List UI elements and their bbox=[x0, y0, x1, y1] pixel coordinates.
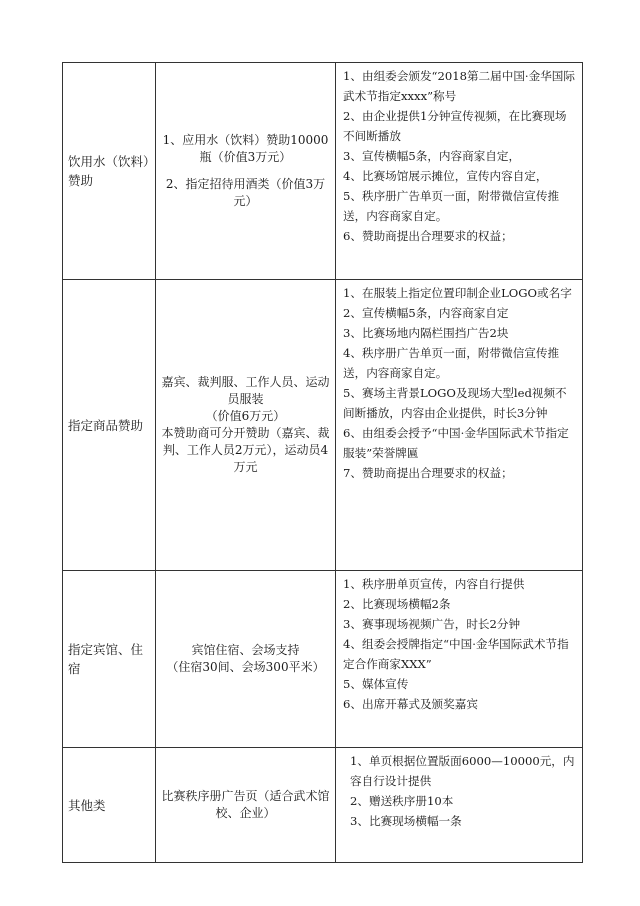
benefit-item: 2、宣传横幅5条，内容商家自定 bbox=[343, 306, 509, 320]
category-cell bbox=[63, 748, 156, 863]
benefit-item: 3、宣传横幅5条，内容商家自定， bbox=[343, 149, 521, 163]
content-line: 宾馆住宿、会场支持 bbox=[191, 643, 300, 657]
benefit-item: 4、比赛场馆展示摊位，宣传内容自定， bbox=[343, 169, 548, 183]
content-cell bbox=[156, 571, 336, 748]
content-line: 本赞助商可分开赞助（嘉宾、裁判、工作人员2万元），运动员4万元 bbox=[161, 426, 330, 474]
category-label: 其他类 bbox=[68, 797, 106, 813]
benefit-item: 3、比赛场地内隔栏围挡广告2块 bbox=[343, 326, 509, 340]
benefit-item: 2、比赛现场横幅2条 bbox=[343, 597, 451, 611]
content-cell bbox=[156, 280, 336, 571]
benefits-cell bbox=[336, 748, 583, 863]
benefit-item: 3、比赛现场横幅一条 bbox=[350, 814, 462, 828]
sponsorship-table bbox=[62, 62, 583, 863]
content-line: （价值6万元） bbox=[205, 409, 286, 423]
category-cell bbox=[63, 280, 156, 571]
benefit-item: 6、赞助商提出合理要求的权益； bbox=[343, 229, 513, 243]
benefit-item: 1、由组委会颁发“2018第二届中国·金华国际武术节指定xxxx”称号 bbox=[343, 69, 575, 103]
benefit-item: 5、赛场主背景LOGO及现场大型led视频不间断播放，内容由企业提供，时长3分钟 bbox=[343, 386, 567, 420]
content-line: 1、应用水（饮料）赞助10000瓶（价值3万元） bbox=[162, 133, 329, 164]
benefits-cell bbox=[336, 571, 583, 748]
table-row bbox=[63, 748, 583, 863]
category-label: 指定宾馆、住宿 bbox=[68, 642, 144, 676]
content-cell bbox=[156, 63, 336, 280]
benefit-item: 4、秩序册广告单页一面，附带微信宣传推送，内容商家自定。 bbox=[343, 346, 560, 380]
content-line: 嘉宾、裁判服、工作人员、运动员服装 bbox=[161, 375, 330, 406]
table-row bbox=[63, 280, 583, 571]
category-label: 饮用水（饮料）赞助 bbox=[68, 154, 150, 188]
table-row bbox=[63, 571, 583, 748]
benefit-item: 1、在服装上指定位置印制企业LOGO或名字 bbox=[343, 286, 572, 300]
category-cell bbox=[63, 571, 156, 748]
category-label: 指定商品赞助 bbox=[68, 417, 144, 433]
benefit-item: 3、赛事现场视频广告，时长2分钟 bbox=[343, 617, 521, 631]
content-line: 比赛秩序册广告页（适合武术馆校、企业） bbox=[161, 789, 330, 820]
benefit-item: 1、单页根据位置版面6000—10000元，内容自行设计提供 bbox=[350, 754, 575, 788]
benefit-item: 7、赞助商提出合理要求的权益； bbox=[343, 466, 513, 480]
benefit-item: 6、出席开幕式及颁奖嘉宾 bbox=[343, 697, 478, 711]
benefit-item: 1、秩序册单页宣传，内容自行提供 bbox=[343, 577, 525, 591]
benefit-item: 2、赠送秩序册10本 bbox=[350, 794, 454, 808]
content-cell bbox=[156, 748, 336, 863]
table-row bbox=[63, 63, 583, 280]
benefit-item: 2、由企业提供1分钟宣传视频，在比赛现场不间断播放 bbox=[343, 109, 567, 143]
benefit-item: 5、媒体宣传 bbox=[343, 677, 409, 691]
content-line: （住宿30间、会场300平米） bbox=[166, 660, 325, 674]
spacer bbox=[160, 166, 331, 176]
benefit-item: 6、由组委会授予“中国·金华国际武术节指定服装”荣誉牌匾 bbox=[343, 426, 569, 460]
content-line: 2、指定招待用酒类（价值3万元） bbox=[165, 177, 326, 208]
benefits-cell bbox=[336, 63, 583, 280]
benefit-item: 4、组委会授牌指定“中国·金华国际武术节指定合作商家XXX” bbox=[343, 637, 569, 671]
benefits-cell bbox=[336, 280, 583, 571]
benefit-item: 5、秩序册广告单页一面，附带微信宣传推送，内容商家自定。 bbox=[343, 189, 560, 223]
category-cell bbox=[63, 63, 156, 280]
